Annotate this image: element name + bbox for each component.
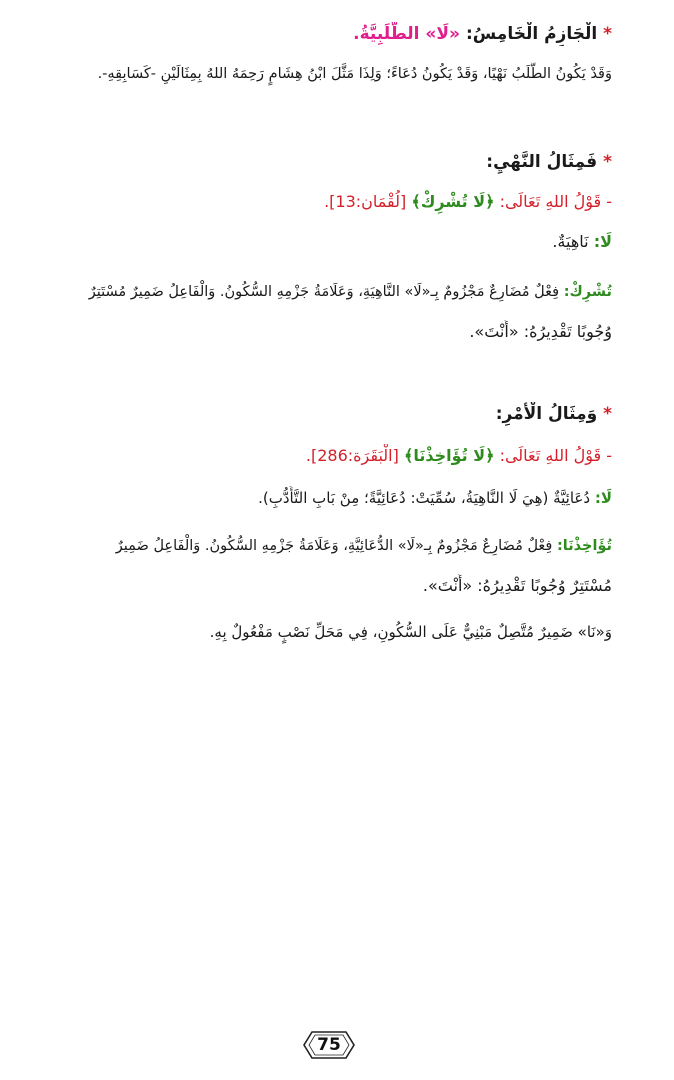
page-number-badge [302, 1030, 356, 1060]
term-explanation: فِعْلٌ مُضَارِعٌ مَجْزُومٌ بِـ«لَا» الدُّعَائِيَّةِ، وَعَلَامَةُ جَزْمِهِ السُّكُونُ. وَالْفَاعِلُ ضَمِيرٌ [115, 538, 553, 554]
section3-parse-line-1 [34, 534, 612, 558]
term-explanation: فِعْلٌ مُضَارِعٌ مَجْزُومٌ بِـ«لَا» النَّاهِيَةِ، وَعَلَامَةُ جَزْمِهِ السُّكُونُ. وَالْفَاعِلُ ضَمِيرٌ مُسْتَتِرٌ [88, 284, 560, 300]
verse-reference: [الْبَقَرَة:286]. [305, 446, 399, 465]
section1-paragraph: وَقَدْ يَكُونُ الطَّلَبُ نَهْيًا، وَقَدْ يَكُونُ دُعَاءً؛ وَلِذَا مَثَّلَ ابْنُ هِشَامٍ رَحِمَهُ اللهُ بِمِثَالَيْنِ -كَسَابِقِهِ-. [97, 66, 612, 82]
section2-parse-line-1 [34, 280, 612, 304]
section3-la-line [34, 486, 612, 510]
section3-verse-line [34, 444, 612, 468]
section2-title: فَمِثَالُ النَّهْيِ: [486, 152, 598, 172]
section1-subject: «لَا» الطَّلَبِيَّةُ. [353, 24, 461, 44]
verse-text: ﴿لَا تُشْرِكْ﴾ [411, 192, 495, 211]
section1-title: الْجَازِمُ الْخَامِسُ: [465, 24, 598, 44]
term-label: تُشْرِكْ: [563, 284, 612, 300]
section2-verse-line [34, 190, 612, 214]
bullet-icon: * [603, 24, 612, 44]
term-explanation: نَاهِيَةٌ. [552, 232, 589, 251]
section2-parse-line-2: وُجُوبًا تَقْدِيرُهُ: «أَنْتَ». [469, 322, 612, 341]
section2-heading [34, 150, 612, 174]
term-explanation: دُعَائِيَّةٌ (هِيَ لَا النَّاهِيَةُ، سُمِّيَتْ: دُعَائِيَّةً؛ مِنْ بَابِ التَّأَدُّبِ). [258, 489, 591, 507]
term-label: لَا: [594, 489, 612, 507]
verse-intro: - قَوْلُ اللهِ تَعَالَى: [499, 192, 612, 211]
verse-text: ﴿لَا تُؤَاخِذْنَا﴾ [403, 446, 495, 465]
term-label: تُؤَاخِذْنَا: [556, 538, 612, 554]
section3-na-line: وَ«نَا» ضَمِيرٌ مُتَّصِلٌ مَبْنِيٌّ عَلَى السُّكُونِ، فِي مَحَلِّ نَصْبٍ مَفْعُولٌ بِهِ. [209, 623, 612, 641]
bullet-icon: * [603, 404, 612, 424]
section2-la-line [34, 230, 612, 254]
page-number: 75 [317, 1035, 341, 1055]
section3-heading [34, 402, 612, 426]
section3-parse-line-2: مُسْتَتِرٌ وُجُوبًا تَقْدِيرُهُ: «أَنْتَ». [422, 576, 612, 595]
section1-heading [34, 22, 612, 46]
verse-intro: - قَوْلُ اللهِ تَعَالَى: [499, 446, 612, 465]
verse-reference: [لُقْمَان:13]. [324, 192, 407, 211]
bullet-icon: * [603, 152, 612, 172]
term-label: لَا: [593, 232, 612, 251]
section3-title: وَمِثَالُ الْأَمْرِ: [495, 404, 598, 424]
